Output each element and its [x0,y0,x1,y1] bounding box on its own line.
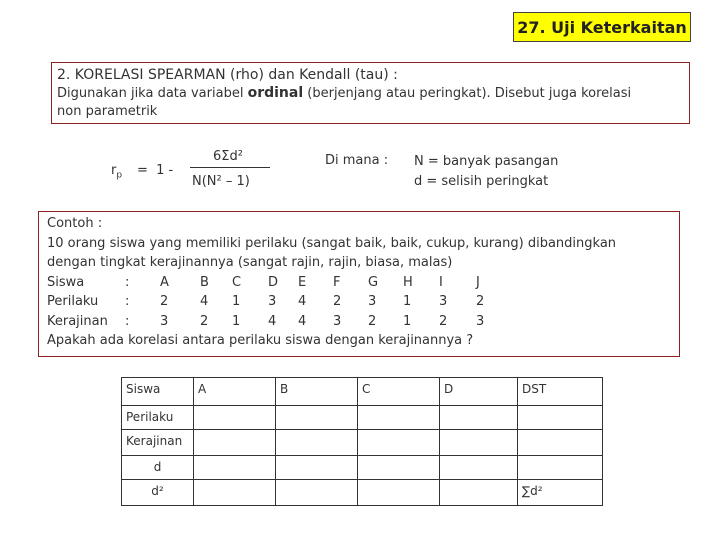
example-label: Contoh : [47,216,103,231]
example-row-value: 4 [298,294,307,309]
example-row-name: Perilaku [47,294,99,309]
example-box [38,211,680,357]
example-data-rows [47,273,671,332]
example-row-value: 3 [368,294,377,309]
definition-ordinal: ordinal [247,85,304,101]
table-row-label: Kerajinan [122,430,194,456]
example-row-value: H [403,274,413,290]
example-row-value: 2 [333,294,342,309]
sum-d-squared: ∑d² [518,480,603,506]
formula-def-d: d = selisih peringkat [414,174,549,189]
example-row-value: 3 [333,313,342,329]
example-row-value: 2 [160,294,169,309]
table-header-row [122,378,603,406]
table-header: Siswa [122,378,194,406]
example-row-value: 3 [160,313,169,329]
formula-where-label: Di mana : [325,153,389,168]
example-row-value: B [200,274,209,290]
table-header: A [194,378,276,406]
table-header: B [276,378,358,406]
example-row-value: 4 [268,313,277,329]
definition-line-2: non parametrik [57,104,158,119]
table-header: DST [518,378,603,406]
example-row-value: E [298,274,307,290]
example-row-value: D [268,274,279,290]
example-row-value: 3 [439,294,448,309]
example-row-value: 1 [232,313,241,329]
example-row [47,292,671,312]
formula-lhs-subscript: p [116,170,123,181]
example-row-value: 4 [298,313,307,329]
definition-text-post: (berjenjang atau peringkat). Disebut juga korelasi [303,86,632,101]
table-row [122,480,603,506]
example-row-value: G [368,274,379,290]
formula-numerator: 6Σd² [213,149,243,164]
example-row [47,273,671,293]
example-row-colon: : [125,313,130,329]
example-row-value: A [160,274,169,290]
table-row-label: d² [122,480,194,506]
table-header: D [440,378,518,406]
slide-title: 27. Uji Keterkaitan [513,12,691,42]
example-row-name: Siswa [47,274,85,290]
example-row-name: Kerajinan [47,313,108,329]
definition-line-1 [57,84,684,103]
example-row-value: F [333,274,341,290]
formula-lhs: $r_p$ [111,163,123,181]
example-row-value: 1 [232,294,241,309]
example-row-value: 3 [268,294,277,309]
example-row-value: C [232,274,242,290]
example-row-value: 2 [439,313,448,329]
formula-def-n: N = banyak pasangan [414,154,559,169]
definition-box [51,62,690,124]
example-row-value: 4 [200,294,209,309]
table-row-label: d [122,456,194,480]
example-row-value: J [476,274,480,290]
definition-heading: 2. KORELASI SPEARMAN (rho) dan Kendall (tau) : [57,67,398,83]
example-row-value: 2 [200,313,209,329]
table-header: C [358,378,440,406]
table-row [122,456,603,480]
definition-text-pre: Digunakan jika data variabel [57,86,248,101]
example-row-colon: : [125,274,130,290]
example-row-value: 2 [368,313,377,329]
example-row-colon: : [125,294,130,309]
example-row [47,312,671,332]
table-row [122,406,603,430]
formula-denominator: N(N² – 1) [192,174,250,189]
example-row-value: 2 [476,294,485,309]
example-row-value: 1 [403,313,412,329]
formula-equals: = 1 - [137,163,174,178]
table-row-label: Perilaku [122,406,194,430]
example-line-2: dengan tingkat kerajinannya (sangat rajin, rajin, biasa, malas) [47,255,453,270]
example-row-value: 3 [476,313,485,329]
formula-fraction-line [190,167,270,168]
example-row-value: 1 [403,294,412,309]
example-question: Apakah ada korelasi antara perilaku siswa dengan kerajinannya ? [47,333,474,348]
table-row [122,430,603,456]
example-row-value: I [439,274,443,290]
example-line-1: 10 orang siswa yang memiliki perilaku (sangat baik, baik, cukup, kurang) dibandingkan [47,235,617,251]
work-table [121,377,603,506]
